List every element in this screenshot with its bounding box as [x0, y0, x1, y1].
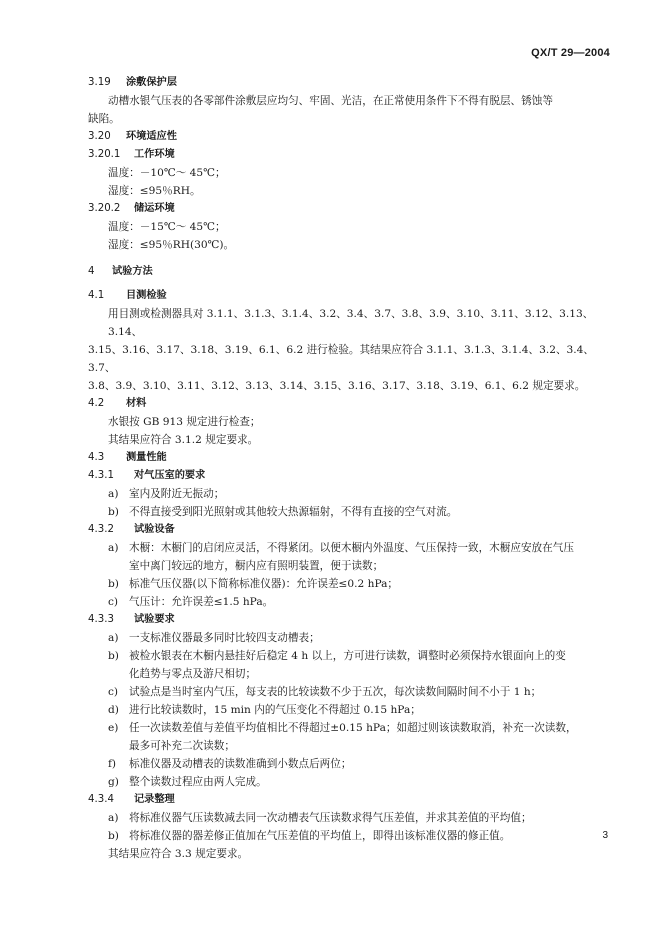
heading-title: 环境适应性 [126, 131, 177, 142]
heading-title: 试验方法 [112, 266, 153, 277]
heading-number: 4.1 [88, 290, 105, 301]
page-number: 3 [602, 830, 608, 841]
list-item [88, 629, 610, 647]
paragraph-text: 缺陷。 [88, 113, 120, 125]
heading-number: 4.3.4 [88, 794, 114, 805]
paragraph [88, 413, 610, 431]
paragraph [88, 341, 610, 377]
paragraph-text: 其结果应符合 3.1.2 规定要求。 [108, 434, 259, 446]
paragraph [88, 182, 610, 200]
list-item [88, 701, 610, 719]
paragraph-text: 其结果应符合 3.3 规定要求。 [108, 848, 249, 860]
list-item-label: c) [108, 686, 119, 698]
list-item [88, 647, 610, 683]
list-item-text: 被检水银表在木橱内悬挂好后稳定 4 h 以上，方可进行读数，调整时必须保持水银面向上的变 化趋势与零点及游尺相切； [129, 650, 566, 680]
list-item-text: 室内及附近无振动； [129, 488, 225, 500]
list-item-text: 一支标准仪器最多同时比较四支动槽表； [129, 632, 320, 644]
list-item-text: 不得直接受到阳光照射或其他较大热源辐射，不得有直接的空气对流。 [129, 506, 458, 518]
list-item-label: b) [108, 506, 119, 518]
list-item-label: g) [108, 776, 119, 788]
paragraph-text: 3.8、3.9、3.10、3.11、3.12、3.13、3.14、3.15、3.16、3.17、3.18、3.19、6.1、6.2 规定要求。 [88, 380, 586, 392]
list-item-text: 任一次读数差值与差值平均值相比不得超过±0.15 hPa；如超过则该读数取消，补充一次读数， 最多可补充二次读数； [129, 722, 577, 752]
heading-4-3-2 [88, 521, 610, 539]
document-body [88, 74, 610, 863]
heading-title: 工作环境 [134, 149, 175, 160]
heading-4-3-3 [88, 611, 610, 629]
heading-title: 材料 [126, 398, 147, 409]
heading-title: 储运环境 [134, 203, 175, 214]
heading-title: 试验设备 [134, 524, 175, 535]
list-item-label: a) [108, 632, 119, 644]
paragraph [88, 377, 610, 395]
paragraph [88, 92, 610, 110]
list-item [88, 575, 610, 593]
list-item-text: 整个读数过程应由两人完成。 [129, 776, 267, 788]
heading-number: 4.3 [88, 452, 105, 463]
list-item [88, 683, 610, 701]
standard-code: QX/T 29—2004 [531, 47, 610, 59]
heading-number: 3.20.1 [88, 149, 121, 160]
paragraph [88, 431, 610, 449]
list-item-text: 试验点是当时室内气压，每支表的比较读数不少于五次，每次读数间隔时间不小于 1 h； [129, 686, 542, 698]
paragraph [88, 236, 610, 254]
paragraph-text: 3.15、3.16、3.17、3.18、3.19、6.1、6.2 进行检验。其结果应符合 3.1.1、3.1.3、3.1.4、3.2、3.4、3.7、 [88, 344, 594, 374]
heading-title: 记录整理 [134, 794, 175, 805]
list-item [88, 827, 610, 845]
list-item-text: 进行比较读数时，15 min 内的气压变化不得超过 0.15 hPa； [129, 704, 421, 716]
list-4-3-2 [88, 539, 610, 611]
heading-3-19 [88, 74, 610, 92]
list-item-text: 木橱：木橱门的启闭应灵活，不得紧闭。以便木橱内外温度、气压保持一致，木橱应安放在气压 室中离门较远的地方，橱内应有照明装置，便于读数； [129, 542, 574, 572]
paragraph [88, 218, 610, 236]
list-4-3-4 [88, 809, 610, 845]
list-item [88, 719, 610, 755]
heading-number: 4 [88, 266, 95, 277]
heading-4-3-4 [88, 791, 610, 809]
heading-4 [88, 263, 610, 281]
list-item-label: e) [108, 722, 119, 734]
list-item [88, 593, 610, 611]
list-item-text: 标准仪器及动槽表的读数准确到小数点后两位； [129, 758, 352, 770]
paragraph [88, 845, 610, 863]
heading-4-3 [88, 449, 610, 467]
list-item-text: 将标准仪器的器差修正值加在气压差值的平均值上，即得出该标准仪器的修正值。 [129, 830, 511, 842]
heading-number: 4.2 [88, 398, 105, 409]
paragraph-text: 用目测或检测器具对 3.1.1、3.1.3、3.1.4、3.2、3.4、3.7、3.8、3.9、3.10、3.11、3.12、3.13、3.14、 [108, 308, 594, 338]
heading-3-20 [88, 128, 610, 146]
heading-number: 4.3.2 [88, 524, 114, 535]
list-item [88, 539, 610, 575]
list-item-label: b) [108, 650, 119, 662]
heading-title: 涂敷保护层 [126, 77, 177, 88]
list-item [88, 503, 610, 521]
heading-number: 3.20 [88, 131, 111, 142]
list-item-label: f) [108, 758, 117, 770]
list-item-label: a) [108, 812, 119, 824]
list-item [88, 755, 610, 773]
heading-title: 目测检验 [126, 290, 167, 301]
paragraph-text: 温度：－10℃～ 45℃； [108, 167, 226, 179]
heading-4-1 [88, 287, 610, 305]
list-item-label: b) [108, 578, 119, 590]
paragraph [88, 164, 610, 182]
paragraph [88, 305, 610, 341]
list-item-label: b) [108, 830, 119, 842]
paragraph-text: 动槽水银气压表的各零部件涂敷层应均匀、牢固、光洁，在正常使用条件下不得有脱层、锈蚀等 [108, 95, 553, 107]
paragraph-text: 湿度：≤95％RH。 [108, 185, 201, 197]
list-item-label: a) [108, 542, 119, 554]
heading-4-2 [88, 395, 610, 413]
list-item-label: d) [108, 704, 119, 716]
list-4-3-1 [88, 485, 610, 521]
heading-3-20-2 [88, 200, 610, 218]
paragraph-text: 水银按 GB 913 规定进行检查； [108, 416, 261, 428]
paragraph [88, 110, 610, 128]
list-item-label: a) [108, 488, 119, 500]
list-item-text: 气压计：允许误差≤1.5 hPa。 [129, 596, 274, 608]
list-item [88, 809, 610, 827]
heading-number: 4.3.3 [88, 614, 114, 625]
paragraph-text: 温度：－15℃～ 45℃； [108, 221, 226, 233]
list-4-3-3 [88, 629, 610, 791]
heading-3-20-1 [88, 146, 610, 164]
list-item-label: c) [108, 596, 119, 608]
heading-4-3-1 [88, 467, 610, 485]
list-item [88, 485, 610, 503]
heading-title: 测量性能 [126, 452, 167, 463]
list-item [88, 773, 610, 791]
heading-number: 4.3.1 [88, 470, 114, 481]
heading-title: 试验要求 [134, 614, 175, 625]
paragraph-text: 湿度：≤95％RH(30℃)。 [108, 239, 235, 251]
heading-number: 3.19 [88, 77, 111, 88]
list-item-text: 标准气压仪器(以下简称标准仪器)：允许误差≤0.2 hPa； [129, 578, 399, 590]
heading-title: 对气压室的要求 [134, 470, 206, 481]
heading-number: 3.20.2 [88, 203, 121, 214]
list-item-text: 将标准仪器气压读数减去同一次动槽表气压读数求得气压差值，并求其差值的平均值； [129, 812, 532, 824]
